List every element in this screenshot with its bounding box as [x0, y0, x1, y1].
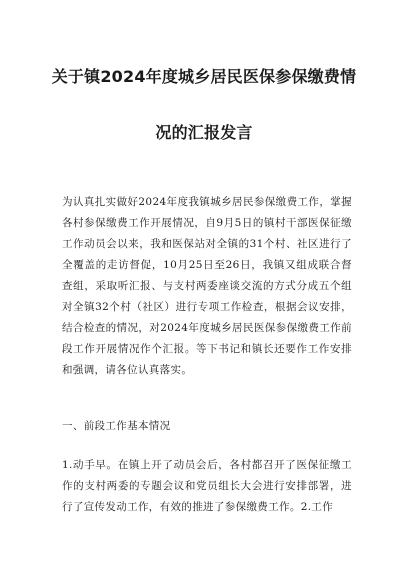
intro-paragraph: 为认真扎实做好2024年度我镇城乡居民参保缴费工作，掌握各村参保缴费工作开展情况，自9月5日的镇村干部医保征缴工作动员会以来，我和医保站对全镇的31个村、社区进行了全覆盖的走访督促，10月25日至26日，我镇又组成联合督查组，采取听汇报、与支村两委座谈交流的方式分成五个组对全镇32个村（社区）进行专项工作检查，根据会议安排，结合检查的情况，对2024年度城乡居民医保参保缴费工作前段工作开展情况作个汇报。等下书记和镇长还要作工作安排和强调，请各位认真落实。 — [62, 196, 352, 376]
section-heading: 一、前段工作基本情况 — [62, 420, 171, 432]
document-title-line-1: 关于镇2024年度城乡居民医保参保缴费情 — [51, 67, 357, 86]
section-paragraph: 1.动手早。在镇上开了动员会后，各村都召开了医保征缴工作的支村两委的专题会议和党员组长大会进行安排部署，进行了宣传发动工作，有效的推进了参保缴费工作。2.工作 — [62, 459, 352, 513]
document-title-line-2: 况的汇报发言 — [155, 123, 253, 142]
